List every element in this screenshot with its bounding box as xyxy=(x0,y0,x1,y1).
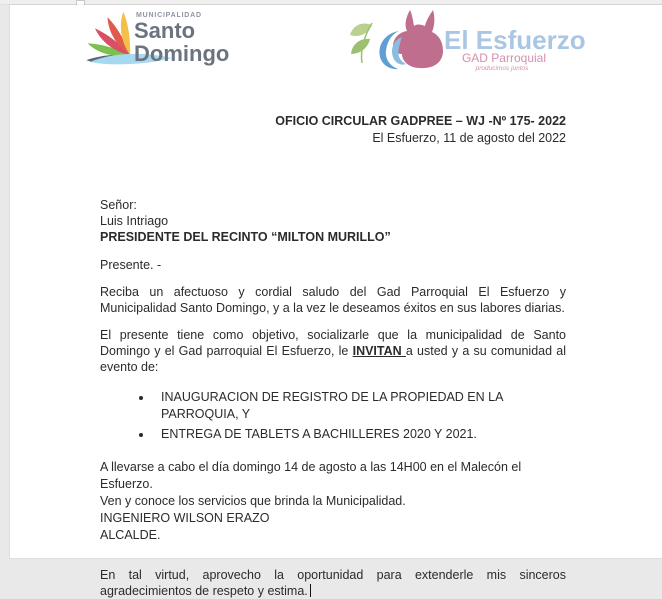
invitation-text-before: El presente tiene como objetivo, socializarle que la municipalidad de Santo Domingo y el Gad parroquial El Esfuerzo, le xyxy=(100,328,566,358)
recipient-salutation[interactable]: Señor: xyxy=(100,198,137,212)
ee-name: El Esfuerzo xyxy=(444,25,586,55)
letter-body[interactable] xyxy=(10,113,662,599)
sd-name-line2: Domingo xyxy=(134,41,230,66)
paragraph-closing[interactable] xyxy=(100,567,566,599)
closing-text: En tal virtud, aprovecho la oportunidad para extenderle mis sinceros agradecimientos de respeto y estima. xyxy=(100,568,566,598)
recipient-title[interactable]: PRESIDENTE DEL RECINTO “MILTON MURILLO” xyxy=(100,230,391,244)
event-list[interactable] xyxy=(100,389,566,443)
recipient-block[interactable] xyxy=(100,197,566,245)
signer-name-line[interactable]: INGENIERO WILSON ERAZO xyxy=(100,511,270,525)
leaf-icon xyxy=(350,23,372,63)
details-line[interactable]: A llevarse a cabo el día domingo 14 de agosto a las 14H00 en el Malecón el Esfuerzo. xyxy=(100,460,522,491)
text-cursor xyxy=(310,584,312,597)
presente-line[interactable]: Presente. - xyxy=(100,258,162,272)
signer-role-line[interactable]: ALCALDE. xyxy=(100,528,161,542)
reference-block[interactable] xyxy=(100,113,566,147)
details-line[interactable]: Ven y conoce los servicios que brinda la Municipalidad. xyxy=(100,494,406,508)
paragraph-greeting[interactable]: Reciba un afectuoso y cordial saludo del Gad Parroquial El Esfuerzo y Municipalidad Santo Domingo, y a la vez le deseamos éxitos en sus labores diarias. xyxy=(100,285,566,315)
sd-name-line1: Santo xyxy=(134,18,196,43)
date-line[interactable]: El Esfuerzo, 11 de agosto del 2022 xyxy=(372,131,566,145)
santo-domingo-logo[interactable] xyxy=(84,7,254,71)
paragraph-details[interactable] xyxy=(100,459,566,544)
letterhead xyxy=(10,5,662,73)
ee-subtitle: GAD Parroquial xyxy=(461,51,547,65)
list-item[interactable]: • ENTREGA DE TABLETS A BACHILLERES 2020 Y 2021. xyxy=(153,426,566,443)
sd-top-label: MUNICIPALIDAD xyxy=(136,12,202,19)
ee-tagline: producimos juntos xyxy=(475,65,529,72)
invitan-emphasis: INVITAN xyxy=(352,344,406,358)
paragraph-invitation[interactable] xyxy=(100,327,566,375)
recipient-name[interactable]: Luis Intriago xyxy=(100,214,169,228)
oficio-reference-line[interactable]: OFICIO CIRCULAR GADPREE – WJ -Nº 175- 2022 xyxy=(275,114,566,128)
list-item[interactable]: • INAUGURACION DE REGISTRO DE LA PROPIEDAD EN LA PARROQUIA, Y xyxy=(153,389,566,423)
el-esfuerzo-logo[interactable] xyxy=(344,7,596,71)
document-page[interactable] xyxy=(10,5,662,598)
invitation-text-after: a usted y a su comunidad al evento de: xyxy=(100,344,566,374)
